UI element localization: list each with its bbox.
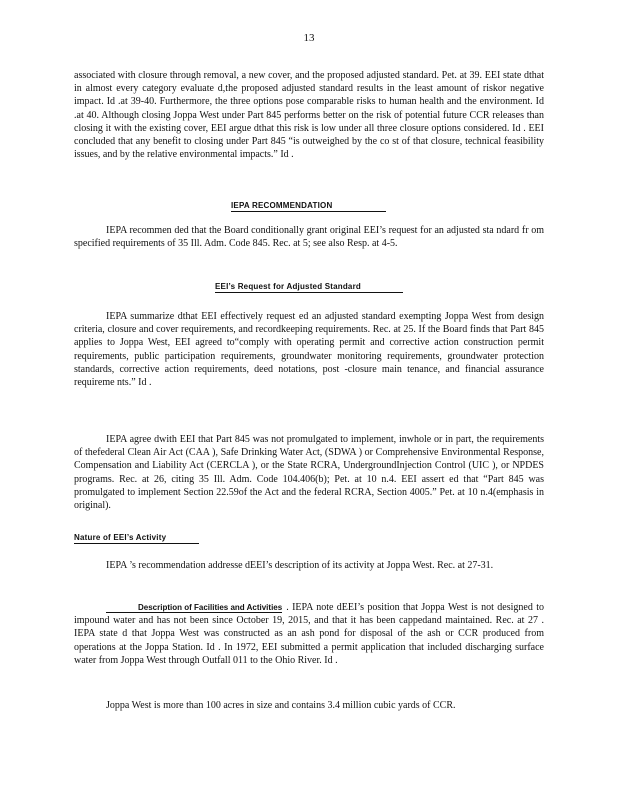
paragraph-text: Joppa West is more than 100 acres in size and contains 3.4 million cubic yards of CCR.	[106, 700, 456, 711]
heading-iepa-recommendation: IEPA RECOMMENDATION	[231, 201, 333, 210]
paragraph-text: IEPA recommen ded that the Board conditionally grant original EEI’s request for an adjusted sta ndard fr om specified requirements of 35 Ill. Adm. Code 845. Rec. at 5; see also Resp. at 4-5.	[74, 225, 544, 250]
heading-eei-request: EEI’s Request for Adjusted Standard	[215, 282, 361, 291]
paragraph-request-summary	[74, 310, 544, 389]
paragraph-text: IEPA ’s recommendation addresse dEEI’s description of its activity at Joppa West. Rec. at 27-31.	[106, 560, 494, 571]
heading-underline	[74, 543, 199, 544]
heading-description-of-facilities: Description of Facilities and Activities	[106, 603, 282, 613]
paragraph-joppa-size	[74, 699, 544, 712]
paragraph-part-845-programs	[74, 433, 544, 512]
paragraph-facilities	[74, 601, 544, 667]
paragraph-activity-description	[74, 559, 544, 572]
paragraph-recommendation	[74, 224, 544, 250]
paragraph-text: . IEPA note dEEI’s position that Joppa West is not designed to impound water and has not been since October 19, 2015, and that it has been cappedand maintained. Rec. at 27 . IEPA state d that Joppa West was constructed as an ash pond for disposal of the ash or CCR produced from operations at the Joppa Station. Id . In 1972, EEI submitted a permit application that included discharging surface water from Joppa West through Outfall 011 to the Ohio River. Id .	[74, 602, 544, 666]
heading-underline	[215, 292, 403, 293]
paragraph-text: IEPA agree dwith EEI that Part 845 was not promulgated to implement, inwhole or in part, the requirements of thefederal Clean Air Act (CAA ), Safe Drinking Water Act, (SDWA ) or Comprehensive Environmental Response, Compensation and Liability Act (CERCLA ), or the State RCRA, UndergroundInjection Control (UIC ), or NPDES programs. Rec. at 26, citing 35 Ill. Adm. Code 104.406(b); Pet. at 10 n.4. EEI assert ed that “Part 845 was promulgated to implement Section 22.59of the Act and the federal RCRA, Section 4005.” Pet. at 10 n.4(emphasis in original).	[74, 434, 544, 512]
heading-nature-of-activity: Nature of EEI’s Activity	[74, 533, 167, 542]
paragraph-closure-options	[74, 69, 544, 161]
paragraph-text: IEPA summarize dthat EEI effectively request ed an adjusted standard exempting Joppa West from design criteria, closure and cover requirements, and recordkeeping requirements. Rec. at 25. If the Board finds that Part 845 applies to Joppa West, EEI agreed to“comply with operating permit and corrective action construction permit requirements, public participation requirements, groundwater monitoring requirements, groundwater protection standards, corrective action requirements, deed notations, post -closure main tenance, and financial assurance requireme nts.” Id .	[74, 311, 544, 389]
heading-underline	[231, 211, 386, 212]
page-number: 13	[303, 32, 315, 44]
paragraph-text: associated with closure through removal, a new cover, and the proposed adjusted standard. Pet. at 39. EEI state dthat in almost every category evaluate d,the proposed adjusted standard results in the least amount of riskor negative impact. Id .at 39-40. Furthermore, the three options pose comparable risks to human health and the environment. Id .at 40. Although closing Joppa West under Part 845 performs better on the risk of potential future CCR releases than closing it with the existing cover, EEI argue dthat this risk is low under all three closure options considered. Id . EEI concluded that any benefit to closing under Part 845 “is outweighed by the co st of that closure, technical feasibility issues, and by the relative environmental impacts.” Id .	[74, 70, 544, 161]
